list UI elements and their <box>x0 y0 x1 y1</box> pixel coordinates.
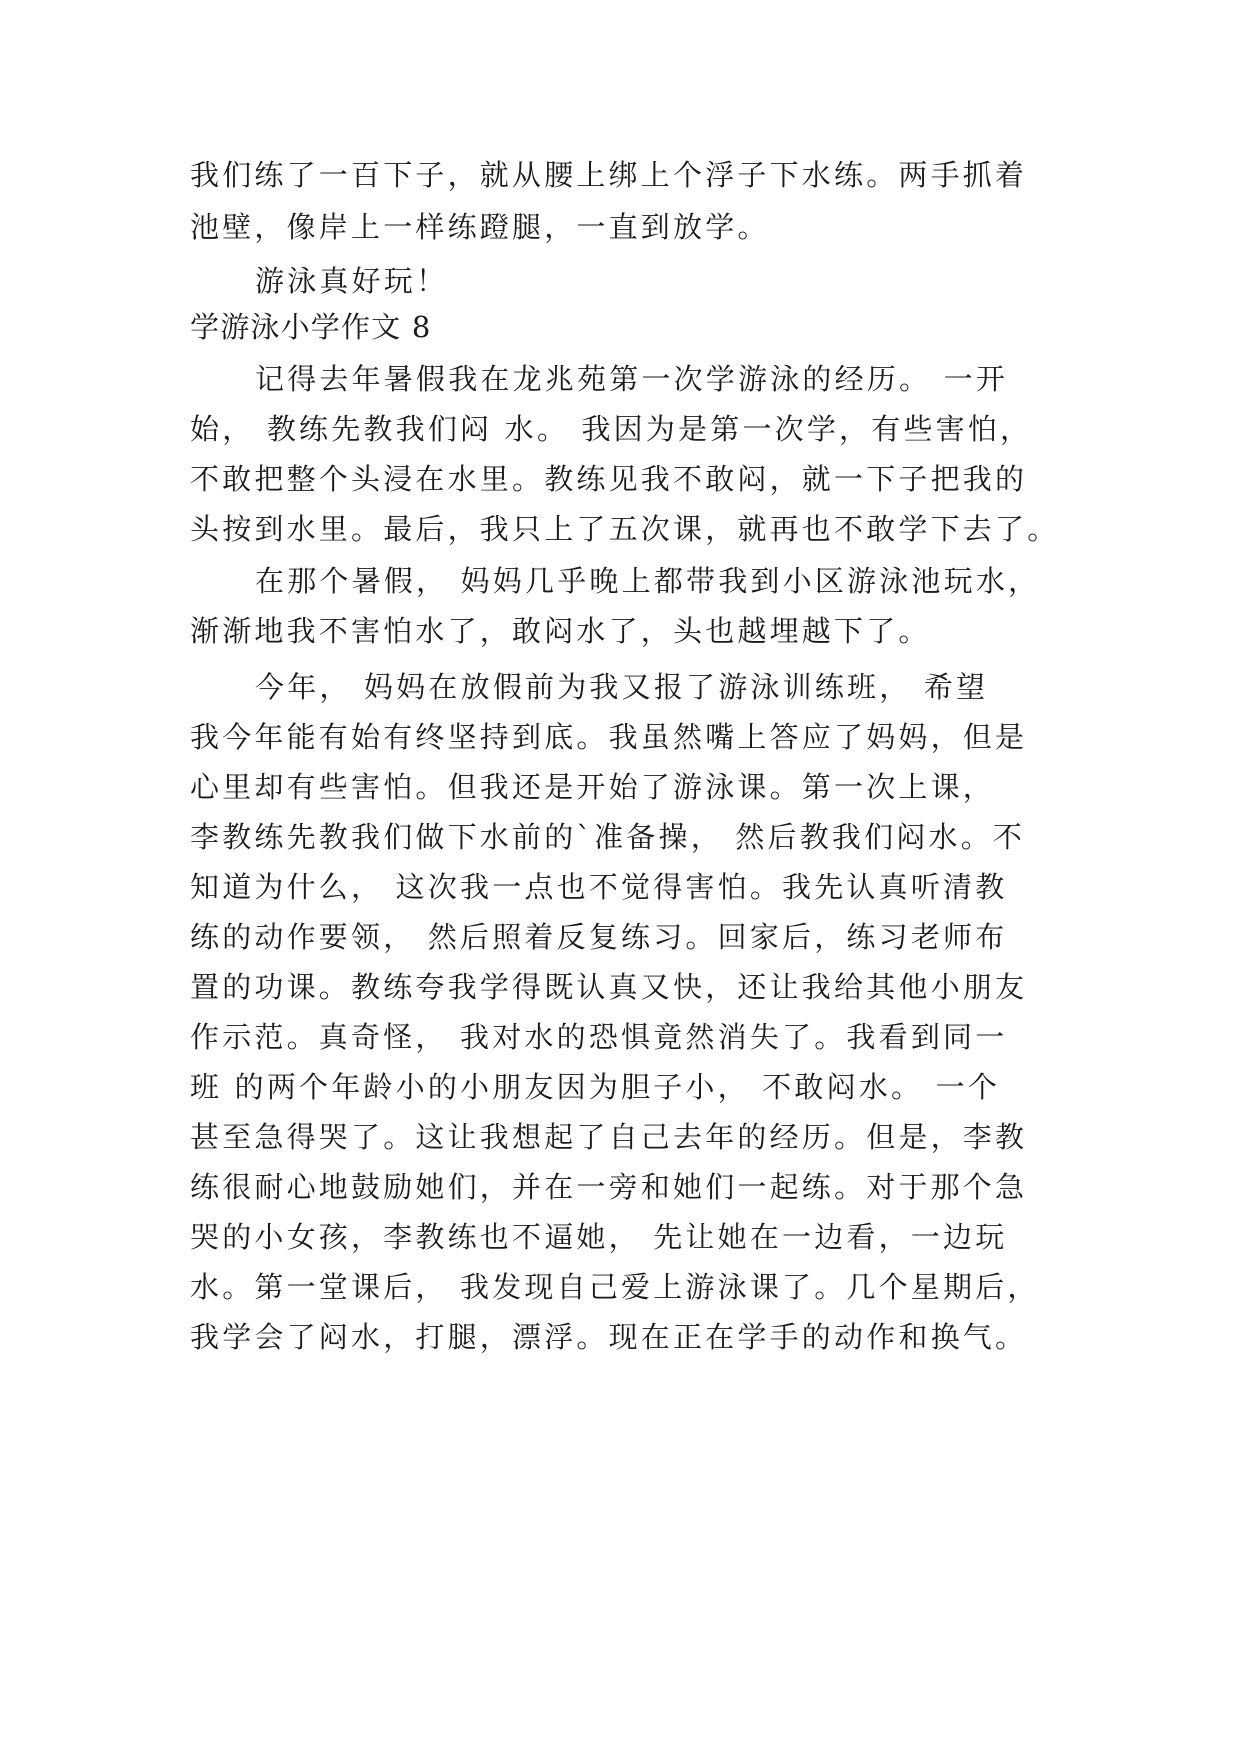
text-line-19: 班 的两个年龄小的小朋友因为胆子小， 不敢闷水。 一个 <box>190 1070 1001 1104</box>
text-line-21: 练很耐心地鼓励她们，并在一旁和她们一起练。对于那个急 <box>190 1170 1028 1204</box>
text-line-24: 我学会了闷水，打腿，漂浮。现在正在学手的动作和换气。 <box>190 1320 1028 1354</box>
text-line-9: 在那个暑假， 妈妈几乎晚上都带我到小区游泳池玩水， <box>255 564 1041 598</box>
text-line-2: 池壁，像岸上一样练蹬腿，一直到放学。 <box>190 210 770 244</box>
text-line-12: 我今年能有始有终坚持到底。我虽然嘴上答应了妈妈，但是 <box>190 720 1028 754</box>
text-line-10: 渐渐地我不害怕水了，敢闷水了，头也越埋越下了。 <box>190 614 931 648</box>
text-line-16: 练的动作要领， 然后照着反复练习。回家后，练习老师布 <box>190 920 1008 954</box>
text-line-18: 作示范。真奇怪， 我对水的恐惧竟然消失了。我看到同一 <box>190 1020 1008 1054</box>
section-heading: 学游泳小学作文 8 <box>190 310 432 344</box>
text-line-1: 我们练了一百下子，就从腰上绑上个浮子下水练。两手抓着 <box>190 158 1028 192</box>
closing-sentence: 游泳真好玩！ <box>255 264 449 298</box>
text-line-5: 记得去年暑假我在龙兆苑第一次学游泳的经历。 一开 <box>255 362 1009 396</box>
text-line-23: 水。第一堂课后， 我发现自己爱上游泳课了。几个星期后， <box>190 1270 1040 1304</box>
text-line-17: 置的功课。教练夸我学得既认真又快，还让我给其他小朋友 <box>190 970 1028 1004</box>
text-line-15: 知道为什么， 这次我一点也不觉得害怕。我先认真听清教 <box>190 870 1008 904</box>
text-line-6: 始， 教练先教我们闷 水。 我因为是第一次学，有些害怕， <box>190 412 1033 446</box>
text-line-22: 哭的小女孩，李教练也不逼她， 先让她在一边看，一边玩 <box>190 1220 1008 1254</box>
text-line-13: 心里却有些害怕。但我还是开始了游泳课。第一次上课， <box>190 770 996 804</box>
text-line-14: 李教练先教我们做下水前的`准备操， 然后教我们闷水。不 <box>190 820 1026 854</box>
text-line-8: 头按到水里。最后，我只上了五次课，就再也不敢学下去了。 <box>190 512 1060 546</box>
text-line-7: 不敢把整个头浸在水里。教练见我不敢闷，就一下子把我的 <box>190 462 1028 496</box>
text-line-20: 甚至急得哭了。这让我想起了自己去年的经历。但是，李教 <box>190 1120 1028 1154</box>
text-line-11: 今年， 妈妈在放假前为我又报了游泳训练班， 希望 <box>255 670 989 704</box>
